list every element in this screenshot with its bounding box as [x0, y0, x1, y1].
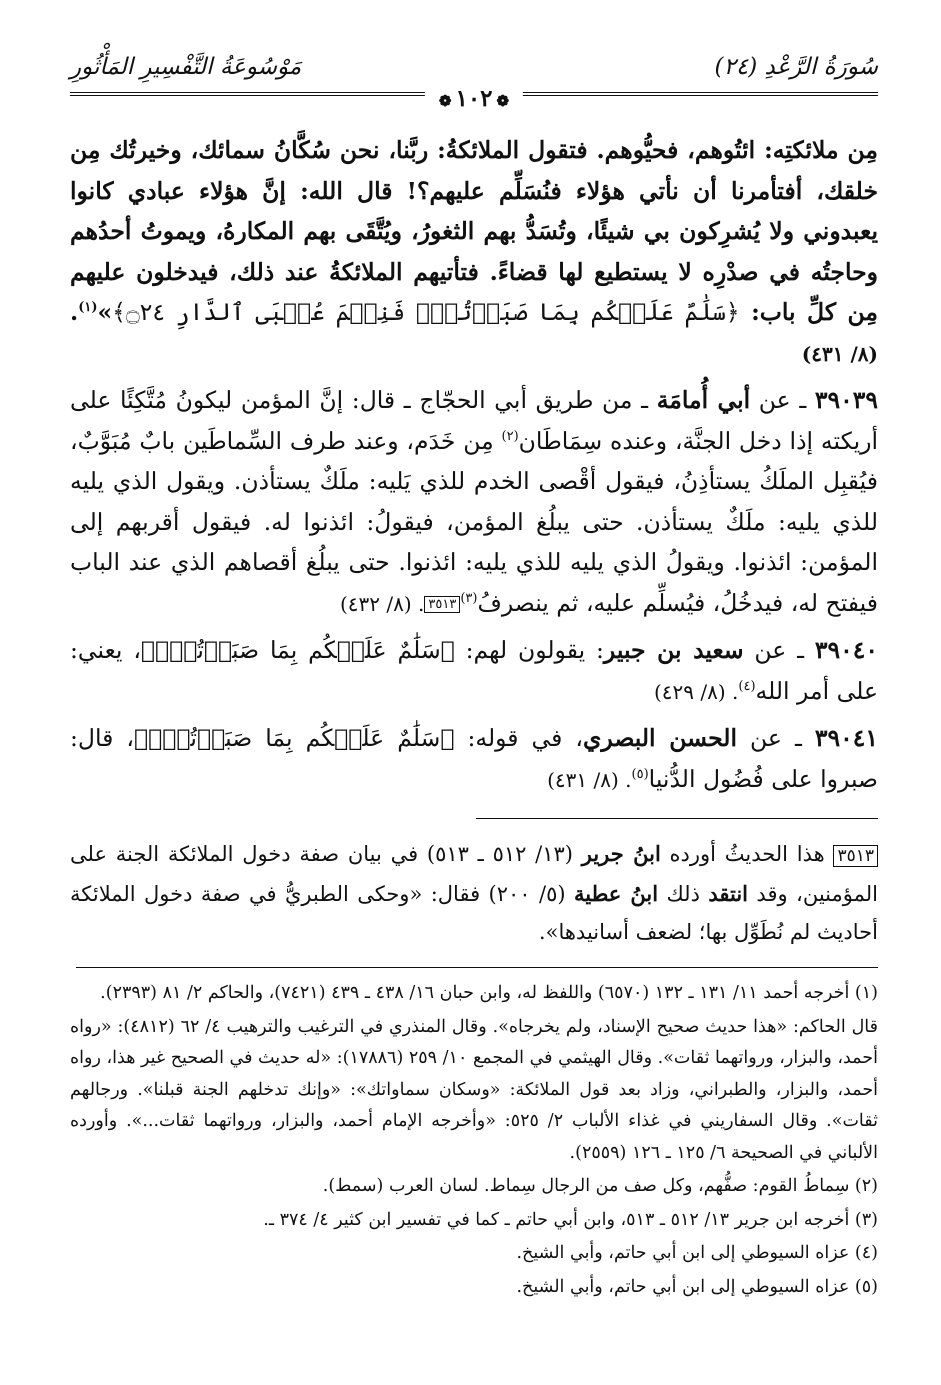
narrator-name: أبي أُمامَة: [656, 386, 751, 414]
footnote: قال الحاكم: «هذا حديث صحيح الإسناد، ولم يخرجاه». وقال المنذري في الترغيب والترهيب ٤/ ٦٢ (٤٨١٢): «رواه أحمد، والبزار، ورواتهما ثقات». وقال الهيثمي في المجمع ١٠/ ٢٥٩ (١٧٨٨٦): «له حديث في الصحيح غير هذا، رواه أحمد، والبزار، والطبراني، وزاد بعد قول الملائكة: «وسكان سماواتك»: «وإنك تدخلهم الجنة قبلنا». ورجالهم ثقات». وقال السفاريني في غذاء الألباب ٢/ ٥٢٥: «وأخرجه الإمام أحمد، والبزار، ورواتهما ثقات...». وأورده الألباني في الصحيحة ٦/ ١٢٥ ـ ١٢٦ (٢٥٥٩).: [70, 1016, 878, 1163]
hadith-entry: [70, 630, 878, 712]
footnote-ref[interactable]: (٥): [631, 766, 649, 782]
footnote: (٥) عزاه السيوطي إلى ابن أبي حاتم، وأبي الشيخ.: [516, 1276, 878, 1297]
volume-ref: . (٨/ ٤٣١): [547, 767, 632, 792]
quran-verse: ﴿سَلَٰمٌ عَلَيۡكُم بِمَا صَبَرۡتُمۡۚ فَنِعۡمَ عُقۡبَى ٱلدَّارِ ۝٢٤﴾: [112, 298, 740, 326]
footnotes: [70, 978, 878, 1303]
entry-text: ، قال: صبروا على فُضُول الدُّنيا: [70, 724, 878, 793]
quran-verse: ﴿سَلَٰمٌ عَلَيۡكُم بِمَا صَبَرۡتُمۡۚ﴾: [140, 636, 455, 664]
entry-number: ٣٩٠٣٩: [814, 386, 878, 414]
entry-number: ٣٩٠٤١: [814, 724, 878, 752]
footnote: (٤) عزاه السيوطي إلى ابن أبي حاتم، وأبي الشيخ.: [516, 1243, 878, 1263]
commentary-text: (١٣/ ٥١٢ ـ ٥١٣) في بيان صفة دخول الملائكة الجنة على المؤمنين، وقد: [70, 842, 878, 906]
running-header: [70, 52, 878, 112]
commentary-text: ذلك: [658, 882, 709, 906]
scholar-name: ابنُ عطية: [573, 881, 659, 906]
lead-text: مِن ملائكتِه: ائتُوهم، فحيُّوهم. فتقول الملائكةُ: ربَّنا، نحن سُكَّانُ سمائك، وخيرتُك مِن خلقك، أفتأمرنا أن نأتي هؤلاء فنُسَلِّم عليهم؟! قال الله: إنَّ هؤلاء عبادي كانوا يعبدوني ولا يُشرِكون بي شيئًا، وتُسَدُّ بهم الثغورُ، ويُتَّقَى بهم المكارهُ، ويموتُ أحدُهم وحاجتُه في صدْرِه لا يستطيع لها قضاءً. فتأتيهم الملائكةُ عند ذلك، فيدخلون عليهم مِن كلِّ باب:: [70, 136, 878, 326]
entry-text: ـ من طريق أبي الحجّاج ـ قال: إنَّ المؤمن ليكونُ مُتَّكِئًا على أريكته إذا دخل الجنَّة، وعنده سِمَاطَان: [70, 386, 878, 455]
entry-text: ـ عن: [750, 386, 815, 414]
narrator-name: الحسن البصري: [583, 724, 737, 752]
footnote-ref[interactable]: (٤): [738, 678, 756, 694]
closing-quote: »: [97, 298, 113, 326]
hadith-entry: [70, 380, 878, 624]
scholar-name: ابنُ جرير: [581, 841, 661, 866]
footnote: (١) أخرجه أحمد ١١/ ١٣١ ـ ١٣٢ (٦٥٧٠) واللفظ له، وابن حبان ١٦/ ٤٣٨ ـ ٤٣٩ (٧٤٢١)، والحاكم ٢/ ٨١ (٢٣٩٣).: [100, 983, 878, 1003]
commentary-note: [70, 835, 878, 951]
footnote-separator: [76, 967, 878, 968]
main-text: [70, 130, 878, 1303]
footnote-ref[interactable]: (٢): [501, 428, 519, 444]
entry-text: : يقولون لهم:: [454, 636, 604, 664]
volume-ref: (٨/ ٤٣١): [801, 341, 878, 366]
volume-ref: . (٨/ ٤٣٢): [339, 591, 425, 616]
entry-text: ، في قوله:: [454, 724, 583, 752]
commentary-ref-box[interactable]: ٣٥١٣: [424, 596, 460, 613]
footnote-ref[interactable]: (٣): [460, 590, 478, 606]
hadith-entry: [70, 718, 878, 800]
commentary-number-box: ٣٥١٣: [833, 845, 878, 867]
commentary-separator: [476, 818, 878, 819]
entry-number: ٣٩٠٤٠: [814, 636, 879, 664]
page-number-value: ١٠٢: [455, 85, 493, 112]
narrator-name: سعيد بن جبير: [603, 636, 744, 664]
ornament-icon: ❁: [496, 92, 510, 110]
book-title: مَوْسُوعَةُ التَّفْسِيرِ المَأْثُورِ: [70, 54, 302, 80]
entry-text: ـ عن: [736, 724, 815, 752]
footnote: (٣) أخرجه ابن جرير ١٣/ ٥١٢ ـ ٥١٣، وابن أبي حاتم ـ كما في تفسير ابن كثير ٤/ ٣٧٤ ـ.: [263, 1209, 878, 1230]
entry-text: ـ عن: [743, 636, 815, 664]
commentary-keyword: انتقد: [708, 881, 749, 906]
page-number: [425, 85, 523, 112]
entry-text: مِن خَدَم، وعند طرف السِّماطَين بابٌ مُبَوَّبٌ، فيُقبِل الملَكُ يستأذِنُ، فيقول أقْصى الخدم للذي يَليه: ملَكٌ يستأذن. ويقول الذي يليه للذي يليه: ملَكٌ يستأذن. حتى يبلُغ المؤمن، فيقولُ: ائذنوا له. فيقول أقربهم إلى المؤمن: ائذنوا. ويقولُ الذي يليه للذي يليه: ائذنوا. حتى يبلُغ أقصاهم الذي عند الباب فيفتح له، فيدخُلُ، فيُسلِّم عليه، ثم ينصرفُ: [70, 426, 878, 617]
book-page: [70, 52, 878, 1352]
surah-title: سُورَةُ الرَّعْدِ (٢٤): [714, 54, 878, 80]
footnote-ref[interactable]: (١): [78, 300, 98, 315]
volume-ref: . (٨/ ٤٢٩): [653, 679, 739, 704]
commentary-text: هذا الحديثُ أورده: [660, 842, 834, 866]
continued-paragraph: مِن ملائكتِه: ائتُوهم، فحيُّوهم. فتقول الملائكةُ: ربَّنا، نحن سُكَّانُ سمائك، وخيرتُك مِن خلقك، أفتأمرنا أن نأتي هؤلاء فنُسَلِّم عليهم؟! قال الله: إنَّ هؤلاء عبادي كانوا يعبدوني ولا يُشرِكون بي شيئًا، وتُسَدُّ بهم الثغورُ، ويُتَّقَى بهم المكارهُ، ويموتُ أحدُهم وحاجتُه في صدْرِه لا يستطيع لها قضاءً. فتأتيهم الملائكةُ عند ذلك، فيدخلون عليهم مِن كلِّ باب: ﴿سَلَٰمٌ عَلَيۡكُم بِمَا صَبَرۡتُمۡۚ فَنِعۡمَ عُقۡبَى ٱلدَّارِ ۝٢٤﴾»$^{(١)}$. (٨/ ٤٣١): [70, 136, 878, 366]
quran-verse: ﴿سَلَٰمٌ عَلَيۡكُم بِمَا صَبَرۡتُمۡۚ﴾: [134, 724, 455, 752]
ornament-icon: ❁: [438, 92, 452, 110]
entry-text: ، يعني: على أمر الله: [70, 636, 878, 705]
footnote: (٢) سِماطُ القوم: صفُّهم، وكل صف من الرجال سِماط. لسان العرب (سمط).: [322, 1176, 878, 1196]
commentary-text: (٥/ ٢٠٠) فقال: «وحكى الطبريُّ في صفة دخول الملائكة أحاديث لم نُطَوِّل بها؛ لضعف أسانيدها».: [70, 882, 878, 944]
